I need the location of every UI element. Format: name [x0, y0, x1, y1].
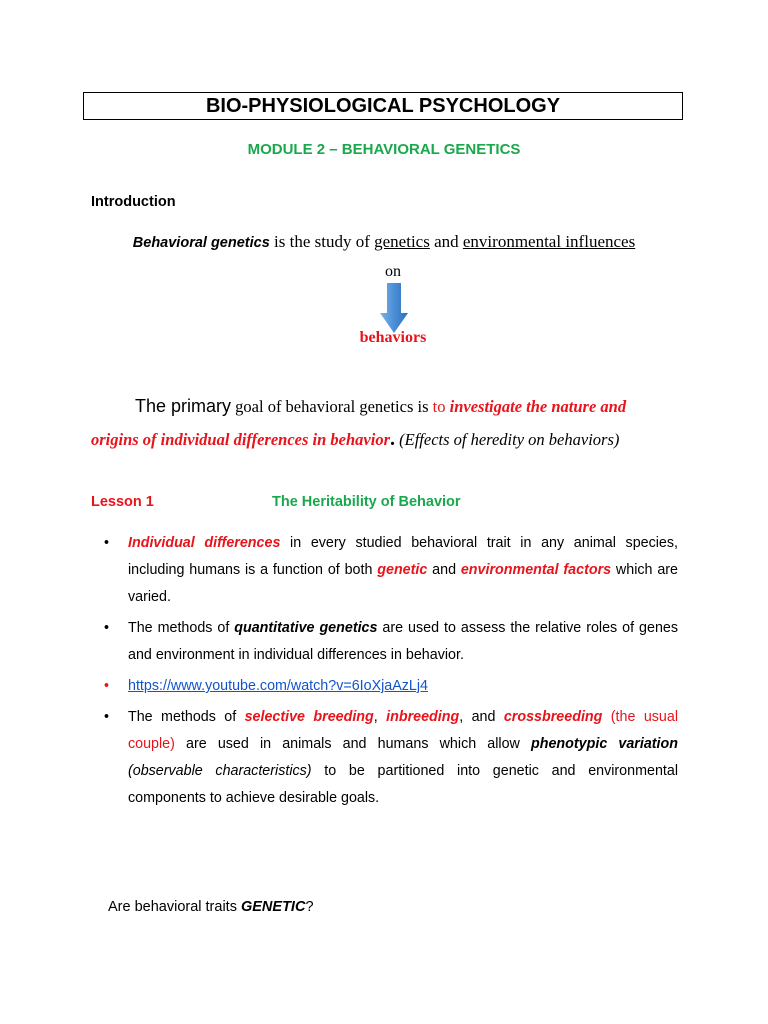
b2-t1: The methods of [128, 620, 235, 636]
b1-t2: in every studied behavioral trait in any animal species, including humans is a function of both [128, 535, 679, 578]
goal-the-primary: The primary [135, 396, 232, 416]
bullet-dot-icon: • [104, 678, 110, 694]
definition-term: Behavioral genetics [132, 235, 270, 251]
b2-t3: are used to assess the relative roles of genes and environment in individual differences in behavior. [128, 620, 678, 663]
document-title: BIO-PHYSIOLOGICAL PSYCHOLOGY [83, 92, 683, 120]
b4-t11: to be partitioned into genetic and environmental components to achieve desirable goals. [128, 763, 678, 806]
question-t3: ? [305, 899, 314, 915]
question-t1: Are behavioral traits [108, 899, 241, 915]
behaviors-label: behaviors [359, 329, 427, 346]
goal-line-2 [91, 428, 681, 451]
b4-t2: selective breeding [244, 709, 374, 725]
b1-t4: and [427, 562, 461, 578]
bullet-dot-icon: • [104, 709, 110, 725]
b4-t5: , and [459, 709, 504, 725]
b1-t6: which are varied. [128, 562, 678, 605]
b1-t5: environmental factors [460, 562, 612, 578]
youtube-link[interactable]: https://www.youtube.com/watch?v=6IoXjaAzLj4 [128, 678, 428, 694]
bullet-dot-icon: • [104, 535, 110, 551]
definition-text: is the study of [269, 232, 375, 251]
goal-to: to [432, 397, 450, 416]
down-arrow-icon [380, 283, 408, 333]
definition-environmental: environmental influences [462, 232, 636, 251]
b4-t3: , [373, 709, 387, 725]
goal-text: goal of behavioral genetics is [231, 397, 433, 416]
question-t2: GENETIC [240, 899, 306, 915]
list-item [104, 615, 678, 669]
list-item [104, 673, 678, 700]
definition-on: on [385, 263, 401, 280]
goal-origins: origins of individual differences in behavior [91, 430, 390, 449]
goal-investigate: investigate the nature and [449, 397, 627, 416]
module-heading: MODULE 2 – BEHAVIORAL GENETICS [247, 141, 521, 158]
bullet-list [104, 530, 678, 812]
b1-t1: Individual differences [128, 535, 281, 551]
b4-t10: (observable characteristics) [128, 763, 312, 779]
bullet-dot-icon: • [104, 620, 110, 636]
b4-t8: are used in animals and humans which allow [174, 736, 532, 752]
list-item [104, 704, 678, 812]
introduction-heading: Introduction [91, 194, 176, 210]
list-item [104, 530, 678, 611]
b4-t7: (the usual couple) [128, 709, 678, 752]
definition-genetics: genetics [374, 232, 430, 251]
question-line [108, 899, 314, 915]
b4-t4: inbreeding [386, 709, 460, 725]
lesson-title: The Heritability of Behavior [272, 494, 461, 510]
b4-t1: The methods of [128, 709, 245, 725]
b2-t2: quantitative genetics [234, 620, 378, 636]
b4-t6: crossbreeding [503, 709, 603, 725]
definition-and: and [429, 232, 463, 251]
definition-line [0, 232, 768, 252]
lesson-label: Lesson 1 [91, 494, 154, 510]
goal-line-1 [135, 396, 680, 417]
goal-period: . [390, 428, 395, 450]
goal-effects: (Effects of heredity on behaviors) [395, 430, 620, 449]
b4-t9: phenotypic variation [531, 736, 678, 752]
b1-t3: genetic [377, 562, 428, 578]
